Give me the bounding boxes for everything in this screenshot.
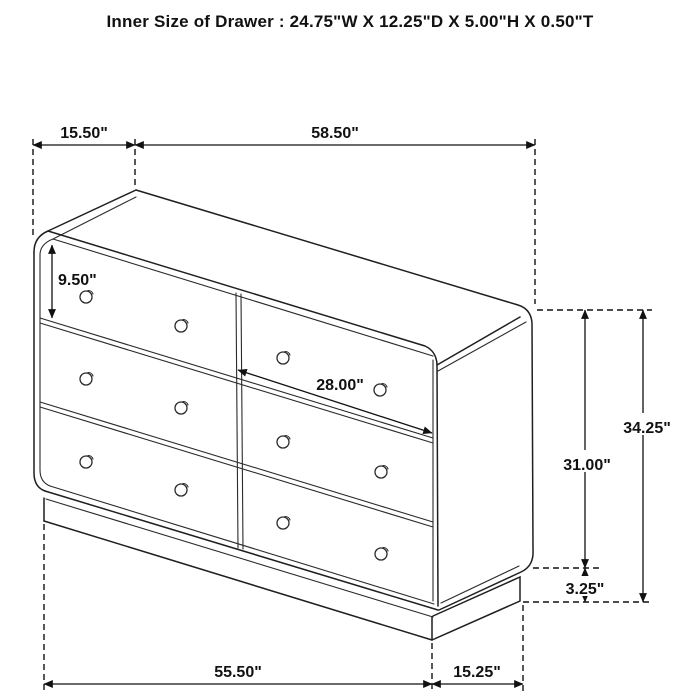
label-drawer-width: 28.00" bbox=[316, 377, 364, 394]
label-top-depth: 15.50" bbox=[60, 125, 108, 142]
front-right-edge bbox=[437, 364, 438, 606]
knob-icon bbox=[80, 455, 93, 468]
top-front-edge-inner bbox=[53, 239, 433, 356]
knob-icon bbox=[80, 290, 93, 303]
front-bottom-edge-inner bbox=[50, 486, 434, 604]
label-top-width: 58.50" bbox=[311, 125, 359, 142]
diagram-title: Inner Size of Drawer : 24.75"W X 12.25"D X 5.00"H X 0.50"T bbox=[106, 12, 594, 31]
side-top-edge bbox=[437, 317, 520, 365]
dresser-drawing bbox=[34, 190, 533, 640]
top-back-and-right-edge bbox=[136, 190, 533, 610]
top-left-edge-inner bbox=[40, 197, 136, 255]
side-bottom-edge-inner bbox=[441, 566, 519, 603]
side-top-edge-inner bbox=[438, 322, 526, 371]
knob-icon bbox=[375, 465, 388, 478]
knob-icon bbox=[175, 401, 188, 414]
knob-icon bbox=[277, 516, 290, 529]
drawer-knobs bbox=[80, 290, 388, 560]
drawer-column-divider bbox=[236, 293, 243, 549]
base-top-edge bbox=[46, 499, 433, 617]
label-base-height: 3.25" bbox=[565, 581, 605, 598]
knob-icon bbox=[375, 547, 388, 560]
knob-icon bbox=[277, 351, 290, 364]
front-left-edge-inner bbox=[40, 255, 50, 486]
label-drawer-height: 9.50" bbox=[58, 272, 97, 289]
label-bottom-width: 55.50" bbox=[214, 664, 262, 681]
label-body-height: 31.00" bbox=[563, 457, 611, 474]
knob-icon bbox=[277, 435, 290, 448]
label-overall-height: 34.25" bbox=[623, 420, 671, 437]
knob-icon bbox=[175, 319, 188, 332]
label-bottom-depth: 15.25" bbox=[453, 664, 501, 681]
knob-icon bbox=[374, 383, 387, 396]
knob-icon bbox=[175, 483, 188, 496]
knob-icon bbox=[80, 372, 93, 385]
